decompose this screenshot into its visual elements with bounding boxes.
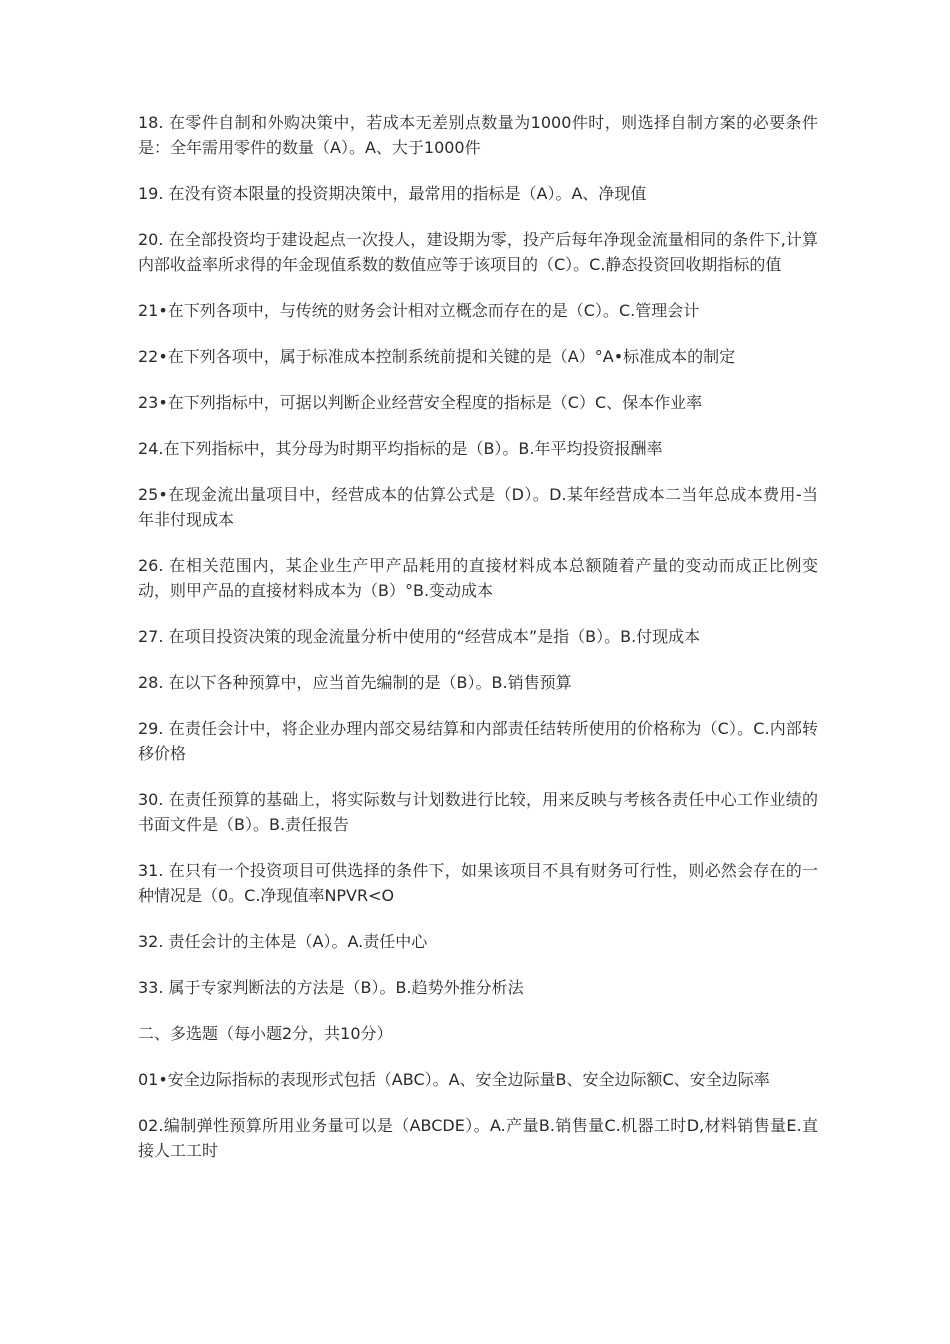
question-18: 18. 在零件自制和外购决策中，若成本无差别点数量为1000件时，则选择自制方案的必要条件是：全年需用零件的数量（A）。A、大于1000件 (138, 113, 818, 157)
question-19: 19. 在没有资本限量的投资期决策中，最常用的指标是（A）。A、净现值 (138, 184, 647, 203)
question-29: 29. 在责任会计中，将企业办理内部交易结算和内部责任结转所使用的价格称为（C）。C.内部转移价格 (138, 719, 818, 763)
section-heading-multiple-choice: 二、多选题（每小题2分，共10分） (138, 1024, 393, 1043)
question-28: 28. 在以下各种预算中，应当首先编制的是（B）。B.销售预算 (138, 673, 572, 692)
document-page (138, 110, 818, 1184)
multi-question-02: 02.编制弹性预算所用业务量可以是（ABCDE）。A.产量B.销售量C.机器工时D,材料销售量E.直接人工工时 (138, 1116, 818, 1160)
question-23: 23•在下列指标中，可据以判断企业经营安全程度的指标是（C）C、保本作业率 (138, 393, 703, 412)
question-31: 31. 在只有一个投资项目可供选择的条件下，如果该项目不具有财务可行性，则必然会存在的一种情况是（0。C.净现值率NPVR<O (138, 861, 818, 905)
question-25: 25•在现金流出量项目中，经营成本的估算公式是（D）。D.某年经营成本二当年总成本费用-当年非付现成本 (138, 485, 818, 529)
question-20: 20. 在全部投资均于建设起点一次投人，建设期为零，投产后每年净现金流量相同的条件下,计算内部收益率所求得的年金现值系数的数值应等于该项目的（C）。C.静态投资回收期指标的值 (138, 230, 818, 274)
multi-question-01: 01•安全边际指标的表现形式包括（ABC）。A、安全边际量B、安全边际额C、安全边际率 (138, 1070, 770, 1089)
question-33: 33. 属于专家判断法的方法是（B）。B.趋势外推分析法 (138, 978, 524, 997)
question-24: 24.在下列指标中，其分母为时期平均指标的是（B）。B.年平均投资报酬率 (138, 439, 663, 458)
question-21: 21•在下列各项中，与传统的财务会计相对立概念而存在的是（C）。C.管理会计 (138, 301, 700, 320)
question-26: 26. 在相关范围内，某企业生产甲产品耗用的直接材料成本总额随着产量的变动而成正比例变动，则甲产品的直接材料成本为（B）°B.变动成本 (138, 556, 818, 600)
question-32: 32. 责任会计的主体是（A）。A.责任中心 (138, 932, 428, 951)
question-30: 30. 在责任预算的基础上，将实际数与计划数进行比较，用来反映与考核各责任中心工作业绩的书面文件是（B）。B.责任报告 (138, 790, 818, 834)
question-27: 27. 在项目投资决策的现金流量分析中使用的“经营成本”是指（B）。B.付现成本 (138, 627, 701, 646)
question-22: 22•在下列各项中，属于标准成本控制系统前提和关键的是（A）°A•标准成本的制定 (138, 347, 736, 366)
